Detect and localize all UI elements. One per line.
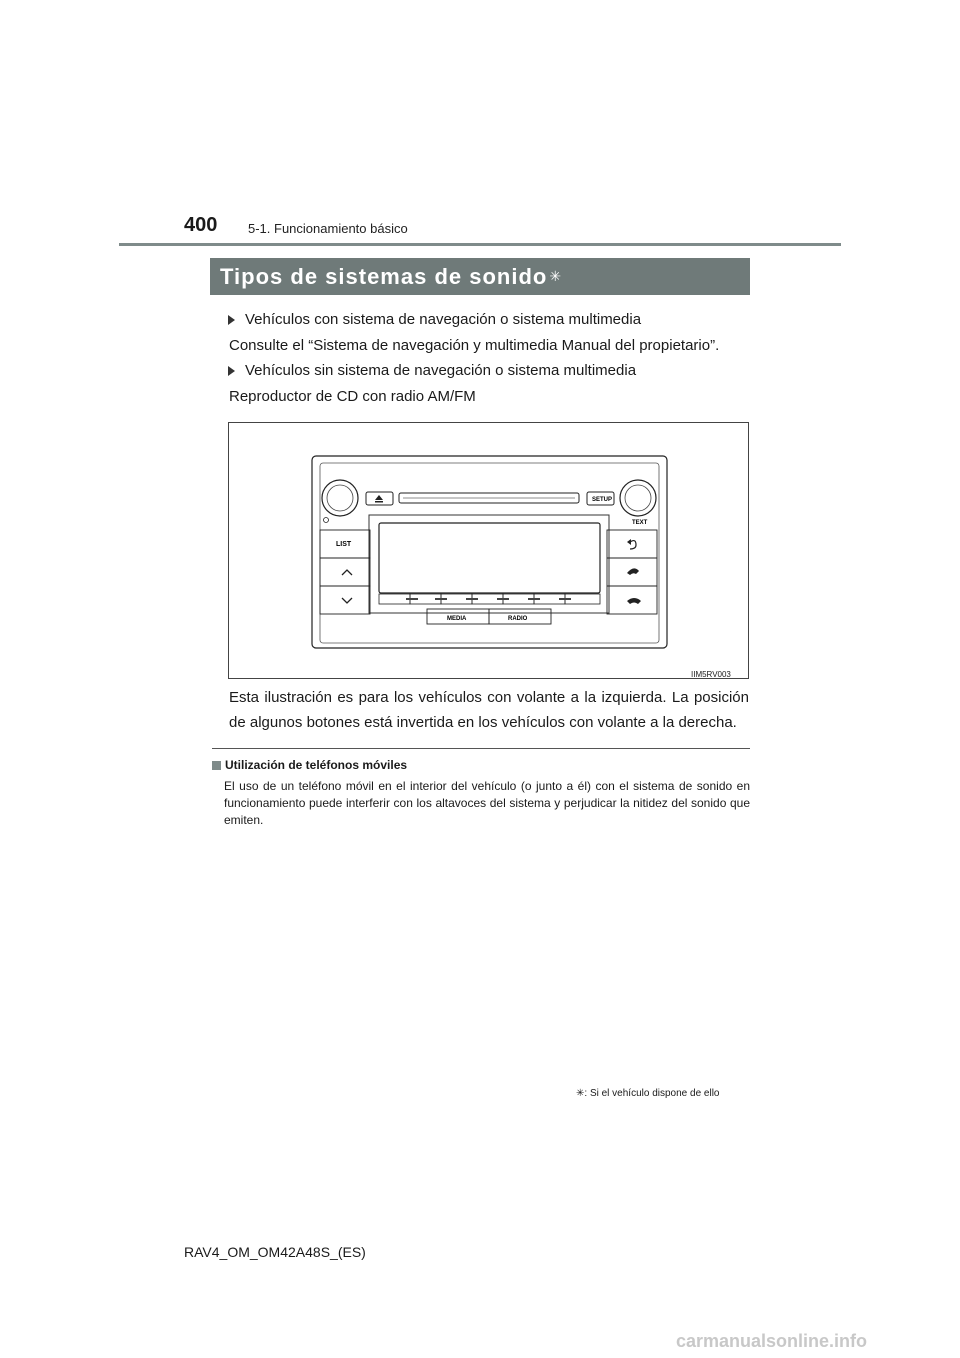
phone-hangup-icon (627, 598, 641, 604)
subsection-heading (212, 758, 407, 772)
header-rule (119, 243, 841, 246)
bullet-item (228, 311, 641, 328)
media-label: MEDIA (447, 616, 467, 622)
page-number: 400 (184, 214, 218, 236)
footnote (576, 1088, 719, 1099)
eject-icon (375, 495, 383, 500)
text-label: TEXT (632, 520, 648, 526)
bullet-item (228, 362, 636, 379)
figure-id: IIM5RV003 (691, 670, 731, 679)
bullet-text: Vehículos con sistema de navegación o sistema multimedia (245, 311, 642, 328)
asterisk-icon: ✳ (576, 1088, 585, 1099)
asterisk-icon: ✳ (549, 268, 563, 284)
subsection-text: El uso de un teléfono móvil en el interior del vehículo (o junto a él) con el sistema de sonido en funcionamiento puede interferir con los altavoces del sistema y perjudicar la nitidez del sonido que emiten. (224, 779, 750, 827)
section-label: 5-1. Funcionamiento básico (248, 221, 408, 236)
paragraph: Reproductor de CD con radio AM/FM (229, 388, 476, 405)
bullet-text: Vehículos sin sistema de navegación o sistema multimedia (245, 362, 637, 379)
setup-label: SETUP (592, 497, 613, 503)
footer-code: RAV4_OM_OM42A48S_(ES) (184, 1244, 366, 1260)
page-title (210, 258, 750, 295)
audio-unit-figure (228, 422, 749, 679)
subsection-rule (212, 748, 750, 749)
title-text: Tipos de sistemas de sonido (220, 263, 548, 289)
subsection-heading-text: Utilización de teléfonos móviles (225, 758, 408, 772)
up-arrow-icon (342, 570, 352, 575)
audio-unit-illustration (229, 423, 748, 678)
watermark: carmanualsonline.info (676, 1331, 868, 1351)
radio-label: RADIO (508, 616, 528, 622)
footnote-text: : Si el vehículo dispone de ello (584, 1088, 720, 1099)
square-bullet-icon (212, 761, 221, 770)
list-label: LIST (336, 541, 352, 548)
down-arrow-icon (342, 598, 352, 603)
paragraph: Consulte el “Sistema de navegación y multimedia Manual del propietario”. (229, 337, 720, 354)
figure-note: Esta ilustración es para los vehículos con volante a la izquierda. La posición de algunos botones está invertida en los vehículos con volante a la derecha. (229, 689, 749, 731)
triangle-bullet-icon (228, 366, 235, 376)
phone-pickup-icon (627, 568, 639, 575)
triangle-bullet-icon (228, 315, 235, 325)
